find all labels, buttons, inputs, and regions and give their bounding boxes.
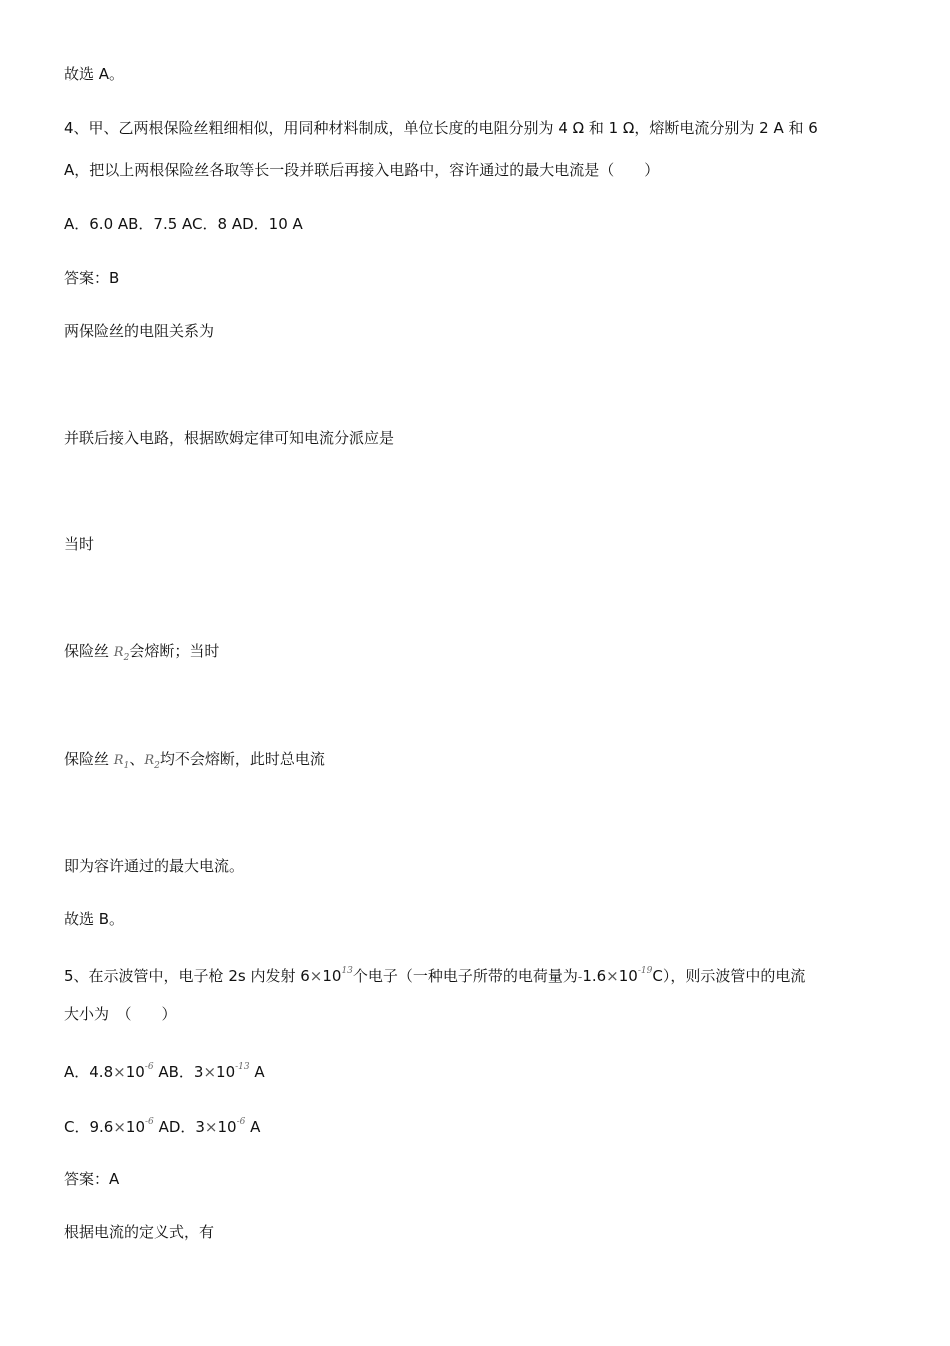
explanation-line: 即为容许通过的最大电流。 <box>64 857 245 875</box>
symbol-r: R <box>144 753 155 768</box>
text-segment: 1.6 <box>582 967 607 985</box>
subscript: 1 <box>123 761 130 771</box>
question-5-answer: 答案：A <box>64 1170 120 1188</box>
question-4-options: A．6.0 AB．7.5 AC．8 AD．10 A <box>64 215 303 233</box>
exponent: -6 <box>236 1117 246 1127</box>
text-segment: C），则示波管中的电流 <box>652 967 806 985</box>
subscript: 2 <box>154 761 160 771</box>
text-segment: 保险丝 <box>64 642 114 660</box>
question-5-options-cd <box>64 1114 260 1137</box>
times-sign: × <box>309 967 323 985</box>
exponent: -19 <box>637 966 653 976</box>
explanation-line: 根据电流的定义式，有 <box>64 1223 215 1241</box>
times-sign: × <box>113 1118 126 1136</box>
question-4-answer: 答案：B <box>64 269 120 287</box>
text-segment: 、 <box>129 750 145 768</box>
text-segment: A <box>249 1063 265 1081</box>
text-segment: AD．3 <box>153 1118 205 1136</box>
text-segment: 会熔断；当时 <box>129 642 220 660</box>
exponent: -6 <box>145 1117 154 1127</box>
explanation-line: 当时 <box>64 535 95 553</box>
symbol-r: R <box>113 753 124 768</box>
symbol-r: R <box>113 645 124 660</box>
question-4-text: 4、甲、乙两根保险丝粗细相似，用同种材料制成，单位长度的电阻分别为 4 Ω 和 1 Ω，熔断电流分别为 2 A 和 6 <box>64 119 818 137</box>
question-5-text-cont: 大小为 （ ） <box>64 1005 177 1023</box>
text-segment: 保险丝 <box>64 750 114 768</box>
exponent: -13 <box>235 1062 250 1072</box>
text-segment: C．9.6 <box>64 1118 114 1136</box>
times-sign: × <box>606 967 619 985</box>
text-segment: 10 <box>618 967 638 985</box>
text-segment: 10 <box>322 967 342 985</box>
text-segment: 10 <box>125 1063 145 1081</box>
explanation-line <box>64 749 325 776</box>
exponent: -6 <box>144 1062 154 1072</box>
text-segment: 10 <box>125 1118 146 1136</box>
text-segment: 10 <box>216 1063 236 1081</box>
explanation-line: 两保险丝的电阻关系为 <box>64 322 215 340</box>
text-segment: A．4.8 <box>64 1063 114 1081</box>
explanation-line: 并联后接入电路，根据欧姆定律可知电流分派应是 <box>64 429 395 447</box>
text-segment: A <box>245 1118 261 1136</box>
times-sign: × <box>203 1063 217 1081</box>
text-line: 故选 A。 <box>64 65 125 83</box>
question-5-text <box>64 963 805 988</box>
text-segment: AB．3 <box>153 1063 204 1081</box>
explanation-line <box>64 641 219 668</box>
exponent: 13 <box>341 966 353 976</box>
question-4-text-cont: A，把以上两根保险丝各取等长一段并联后再接入电路中，容许通过的最大电流是（ ） <box>64 161 660 179</box>
question-5-options-ab <box>64 1059 265 1082</box>
text-segment: 10 <box>217 1118 237 1136</box>
text-segment: 5、在示波管中，电子枪 2s 内发射 6 <box>64 967 310 985</box>
times-sign: × <box>204 1118 218 1136</box>
text-segment: 个电子（一种电子所带的电荷量为 <box>352 967 578 985</box>
times-sign: × <box>113 1063 126 1081</box>
text-segment: 均不会熔断，此时总电流 <box>159 750 325 768</box>
minus-sign: - <box>577 970 583 985</box>
subscript: 2 <box>123 653 130 663</box>
text-line: 故选 B。 <box>64 910 125 928</box>
